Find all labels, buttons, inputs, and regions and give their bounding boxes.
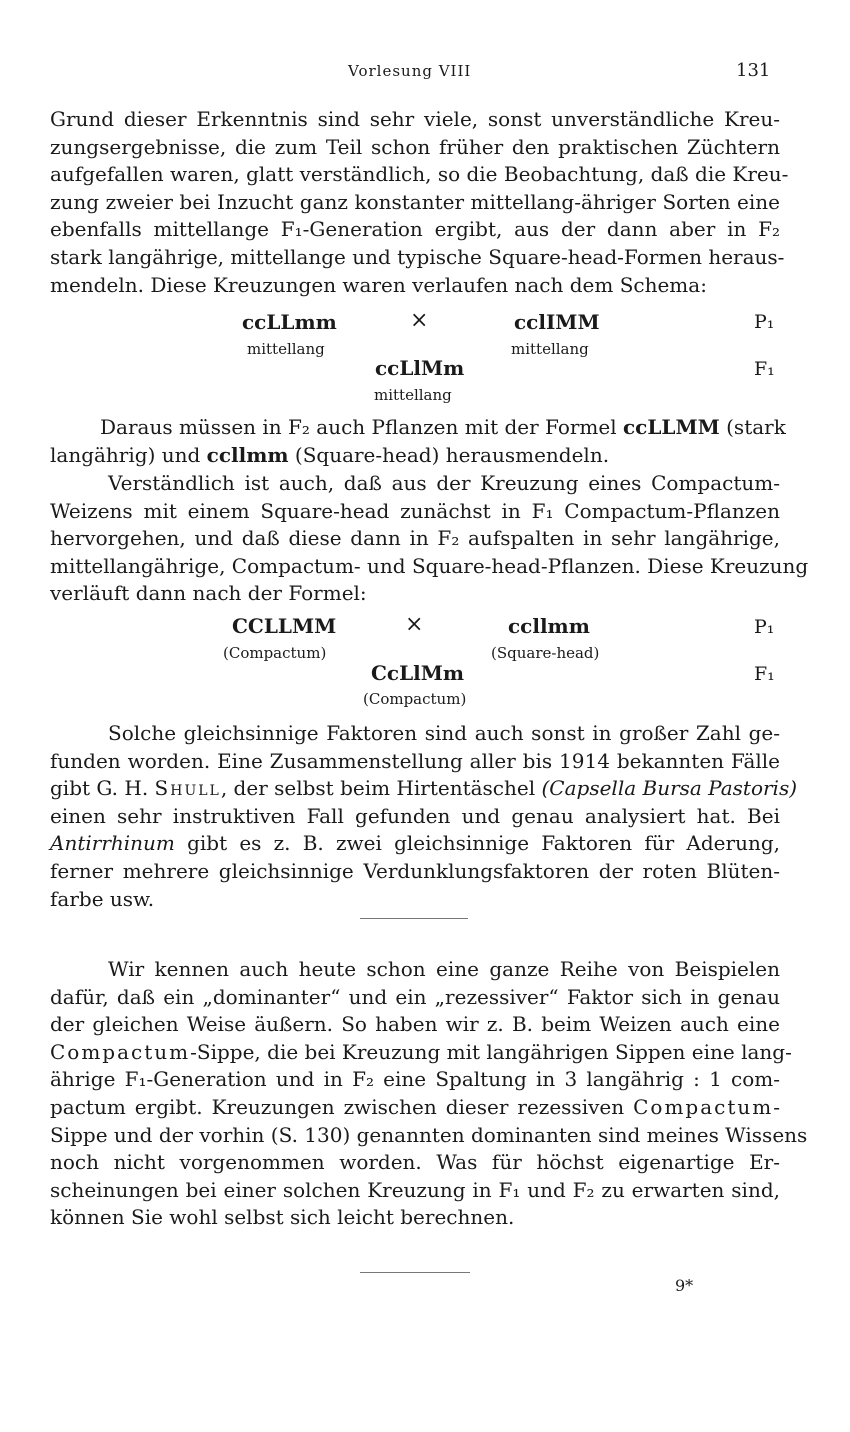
text-line: stark langährige, mittellange und typische Square-head-Formen heraus- — [50, 244, 785, 269]
text-line: farbe usw. — [50, 886, 155, 911]
text-line: Grund dieser Erkenntnis sind sehr viele, sonst unverständliche Kreu- — [50, 107, 780, 131]
formula-inline: ccLLMM — [623, 415, 720, 439]
text-line: aufgefallen waren, glatt verständlich, so die Beobachtung, daß die Kreu- — [50, 162, 789, 187]
parent-formula-right: cclIMM — [514, 310, 600, 334]
author-name: Shull — [154, 776, 221, 801]
text-line: Weizens mit einem Square-head zunächst in F₁ Compactum-Pflanzen — [50, 498, 780, 523]
generation-label-f1: F₁ — [754, 358, 775, 380]
spaced-term: Compactum — [50, 1039, 191, 1064]
crossing-schema-2 — [0, 612, 850, 712]
section-divider — [360, 1272, 470, 1273]
signature-mark: 9* — [675, 1276, 694, 1295]
parent-label-right: mittellang — [511, 340, 589, 358]
text-line: zungsergebnisse, die zum Teil schon früher den praktischen Züchtern — [50, 134, 780, 159]
text-line: verläuft dann nach der Formel: — [50, 581, 367, 606]
text-line: Wir kennen auch heute schon eine ganze Reihe von Beispielen — [108, 957, 780, 981]
section-divider — [360, 918, 468, 919]
page-number: 131 — [736, 60, 771, 81]
text-line: Antirrhinum gibt es z. B. zwei gleichsinnige Faktoren für Aderung, — [50, 831, 780, 856]
cross-symbol: × — [410, 308, 429, 333]
cross-symbol: × — [405, 612, 424, 637]
text-line: ährige F₁-Generation und in F₂ eine Spaltung in 3 langährig : 1 com- — [50, 1067, 780, 1092]
text-line: ferner mehrere gleichsinnige Verdunklungsfaktoren der roten Blüten- — [50, 858, 780, 883]
generation-label-f1: F₁ — [754, 663, 775, 685]
text-line: funden worden. Eine Zusammenstellung aller bis 1914 bekannten Fälle — [50, 748, 780, 773]
text-line: können Sie wohl selbst sich leicht berechnen. — [50, 1205, 515, 1230]
crossing-schema-1 — [0, 308, 850, 404]
paragraph-1 — [50, 106, 789, 299]
parent-formula-right: ccllmm — [508, 614, 590, 638]
offspring-label: mittellang — [374, 386, 452, 404]
text-line: dafür, daß ein „dominanter“ und ein „rezessiver“ Faktor sich in genau — [50, 984, 780, 1009]
offspring-formula: CcLlMm — [371, 661, 465, 685]
paragraph-4 — [50, 720, 798, 913]
text-line: einen sehr instruktiven Fall gefunden und genau analysiert hat. Bei — [50, 803, 780, 828]
text-line: mendeln. Diese Kreuzungen waren verlaufen nach dem Schema: — [50, 272, 707, 297]
parent-formula-left: CCLLMM — [232, 614, 337, 638]
text-line: gibt G. H. Shull, der selbst beim Hirtentäschel (Capsella Bursa Pastoris) — [50, 776, 798, 801]
text-line: der gleichen Weise äußern. So haben wir z. B. beim Weizen auch eine — [50, 1012, 780, 1037]
spaced-term: Compactum — [633, 1094, 774, 1119]
text-line: langährig) und ccllmm (Square-head) herausmendeln. — [50, 442, 610, 467]
text-line: noch nicht vorgenommen worden. Was für höchst eigenartige Er- — [50, 1150, 780, 1175]
offspring-formula: ccLlMm — [375, 356, 465, 380]
parent-label-left: (Compactum) — [223, 644, 327, 662]
paragraph-3 — [50, 470, 809, 608]
text-line: ebenfalls mittellange F₁-Generation ergibt, aus der dann aber in F₂ — [50, 217, 780, 242]
text-line: Sippe und der vorhin (S. 130) genannten dominanten sind meines Wissens — [50, 1122, 808, 1147]
parent-formula-left: ccLLmm — [242, 310, 337, 334]
text-line: zung zweier bei Inzucht ganz konstanter mittellang-ähriger Sorten eine — [50, 189, 780, 214]
paragraph-2 — [50, 414, 786, 469]
genus-name: Antirrhinum — [50, 831, 175, 856]
text-line: Daraus müssen in F₂ auch Pflanzen mit der Formel ccLLMM (stark — [100, 415, 786, 439]
paragraph-5 — [50, 956, 808, 1232]
text-line: hervorgehen, und daß diese dann in F₂ aufspalten in sehr langährige, — [50, 526, 780, 551]
text-line: Verständlich ist auch, daß aus der Kreuzung eines Compactum- — [108, 471, 780, 495]
text-line: mittellangährige, Compactum- und Square-head-Pflanzen. Diese Kreuzung — [50, 553, 809, 578]
parent-label-left: mittellang — [247, 340, 325, 358]
offspring-label: (Compactum) — [363, 690, 467, 708]
page-header — [0, 58, 850, 86]
generation-label-p1: P₁ — [754, 616, 775, 638]
text-line: Compactum-Sippe, die bei Kreuzung mit langährigen Sippen eine lang- — [50, 1039, 792, 1064]
parent-label-right: (Square-head) — [491, 644, 600, 662]
text-line: Solche gleichsinnige Faktoren sind auch sonst in großer Zahl ge- — [108, 721, 780, 745]
generation-label-p1: P₁ — [754, 311, 775, 333]
text-line: scheinungen bei einer solchen Kreuzung in F₁ und F₂ zu erwarten sind, — [50, 1177, 780, 1202]
formula-inline: ccllmm — [206, 442, 289, 467]
species-name: (Capsella Bursa Pastoris) — [541, 776, 798, 801]
running-title: Vorlesung VIII — [348, 62, 472, 80]
text-line: pactum ergibt. Kreuzungen zwischen dieser rezessiven Compactum- — [50, 1094, 780, 1119]
